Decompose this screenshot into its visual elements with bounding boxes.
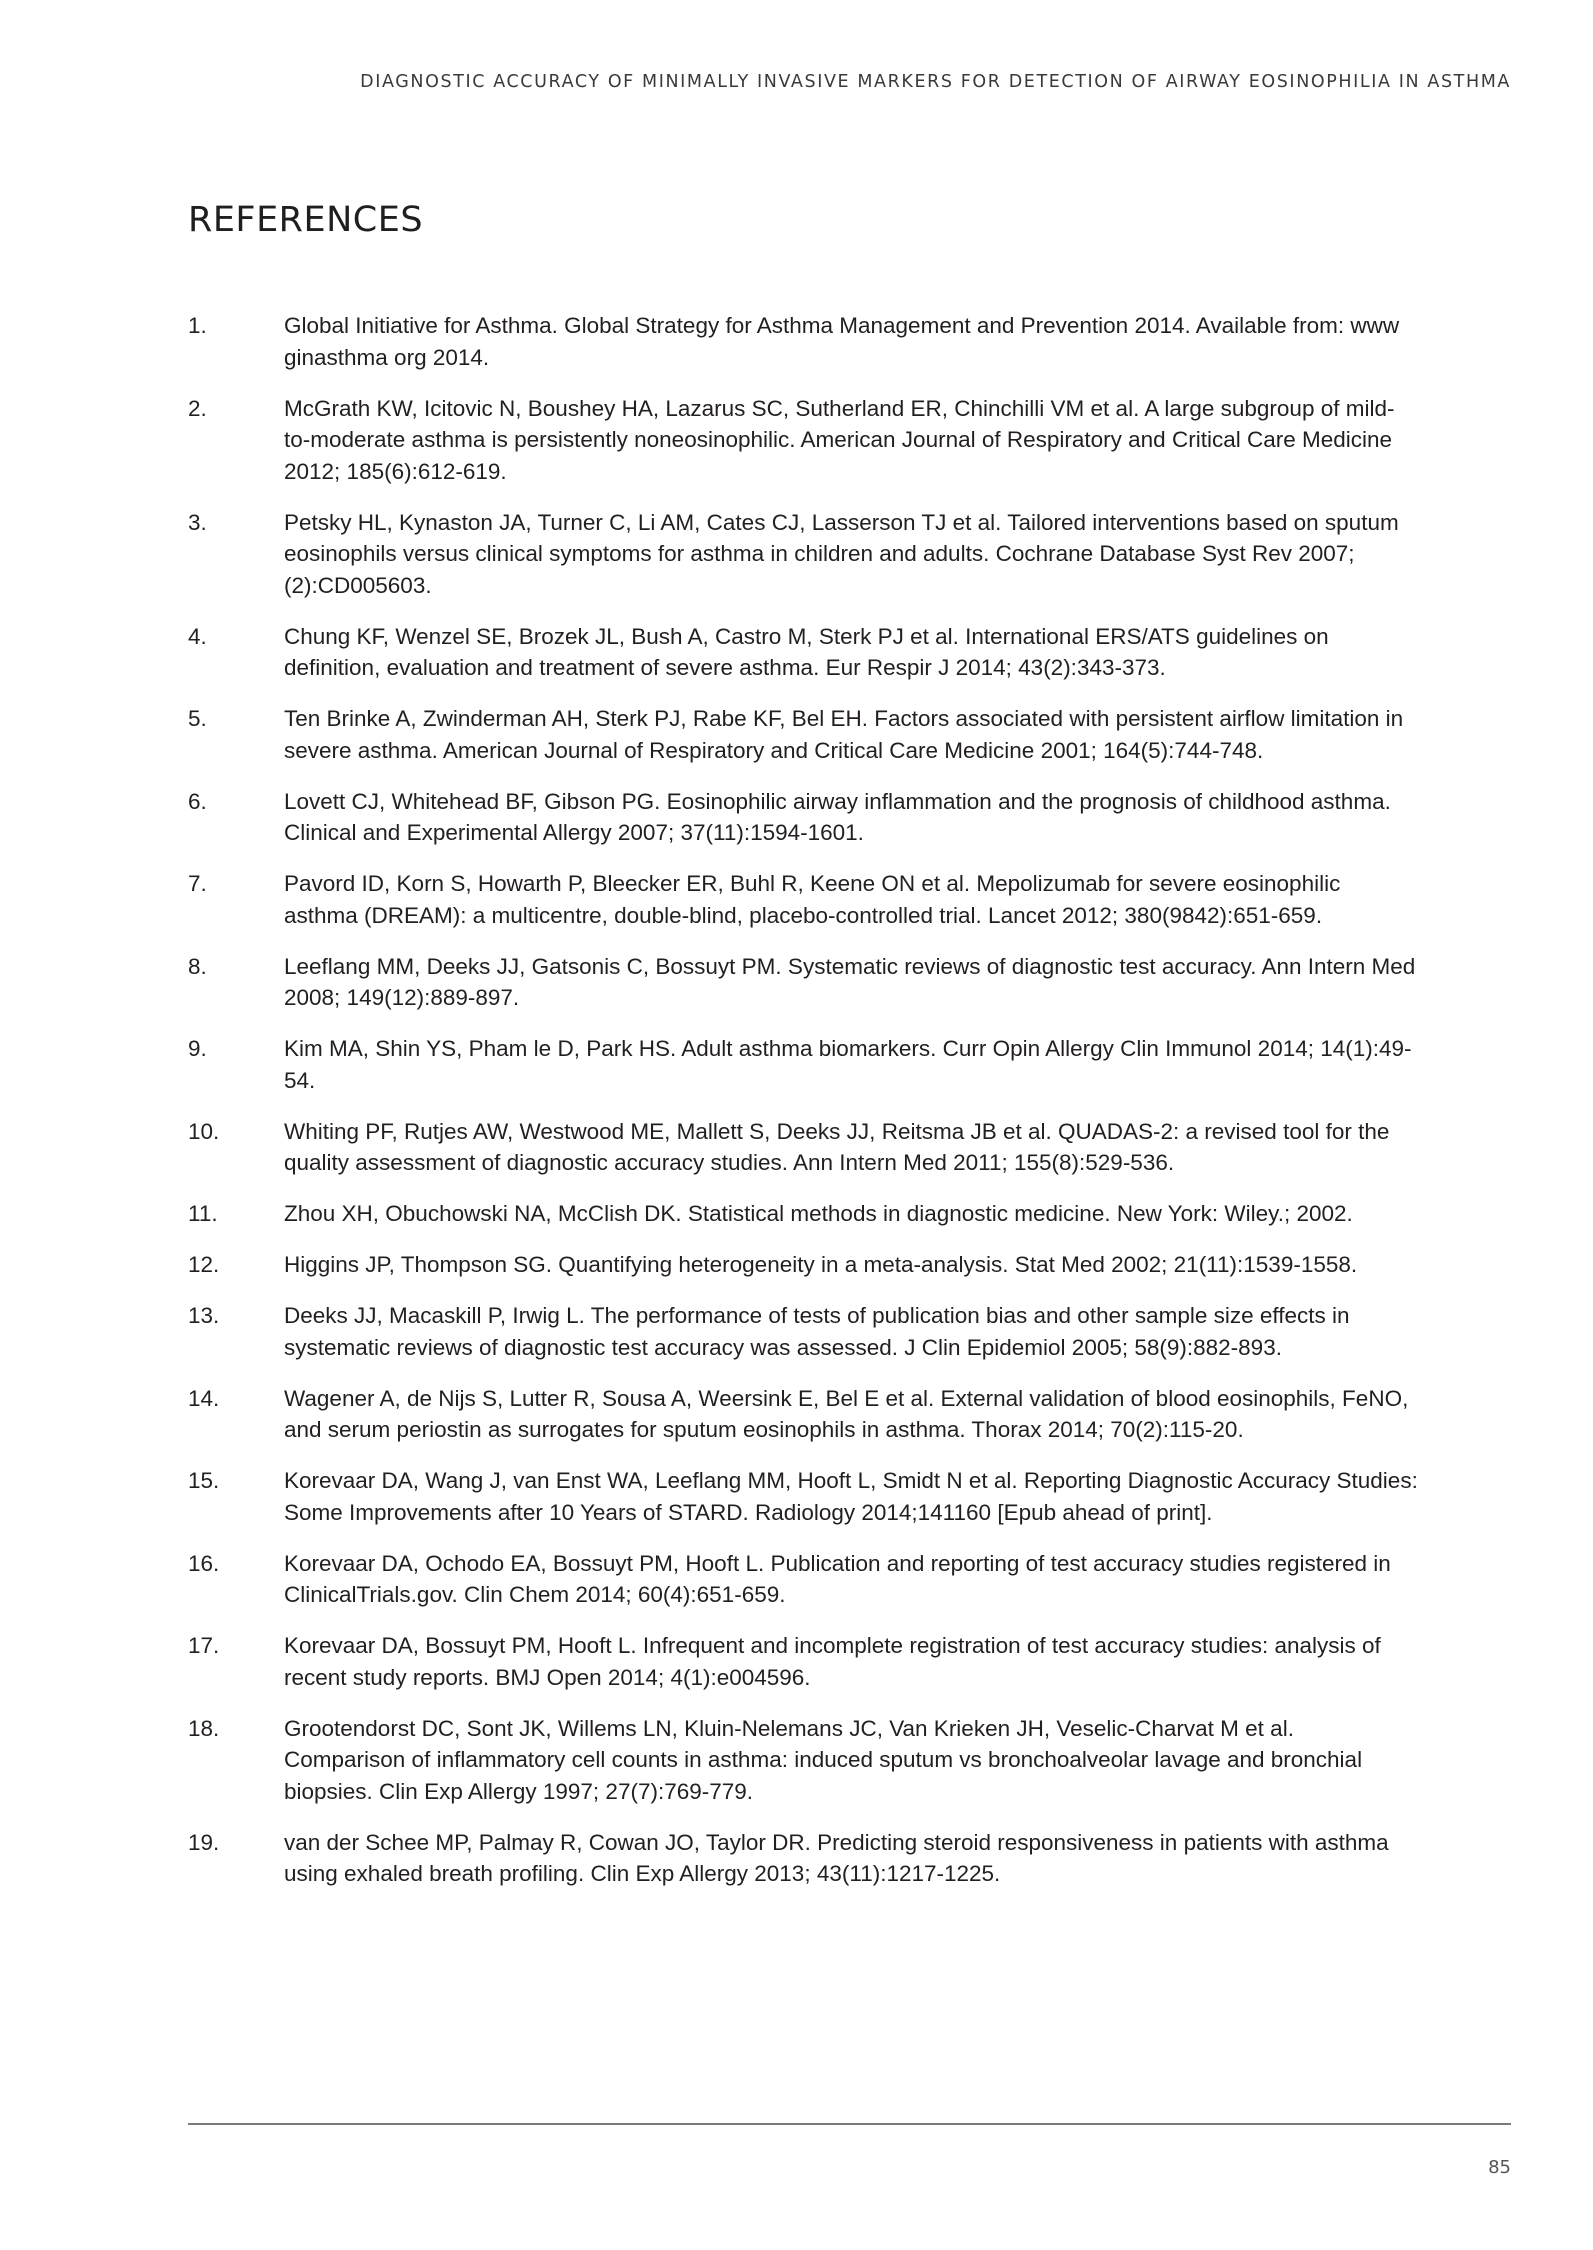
reference-number: 8.: [188, 953, 207, 979]
reference-item: [188, 310, 1418, 373]
reference-number: 5.: [188, 706, 207, 731]
reference-item: [188, 951, 1418, 1014]
reference-item: [188, 1116, 1418, 1179]
reference-number: 12.: [188, 1252, 220, 1277]
reference-text: Wagener A, de Nijs S, Lutter R, Sousa A, Weersink E, Bel E et al. External validation of blood eosinophils, FeNO, and serum periostin as surrogates for sputum eosinophils in asthma. Thorax 2014; 70(2):115-20.: [284, 1385, 1409, 1442]
reference-text: Whiting PF, Rutjes AW, Westwood ME, Mallett S, Deeks JJ, Reitsma JB et al. QUADAS-2: a revised tool for the quality assessment of diagnostic accuracy studies. Ann Intern Med 2011; 155(8):529-536.: [284, 1118, 1390, 1175]
reference-item: [188, 1249, 1418, 1281]
reference-text: Higgins JP, Thompson SG. Quantifying heterogeneity in a meta-analysis. Stat Med 2002; 21(11):1539-1558.: [284, 1252, 1358, 1277]
reference-number: 2.: [188, 395, 207, 421]
reference-number: 11.: [188, 1201, 218, 1226]
reference-number: 4.: [188, 623, 207, 649]
reference-list: [188, 310, 1418, 1909]
reference-number: 3.: [188, 509, 207, 535]
reference-text: Kim MA, Shin YS, Pham le D, Park HS. Adult asthma biomarkers. Curr Opin Allergy Clin Immunol 2014; 14(1):49-54.: [284, 1036, 1412, 1093]
reference-item: [188, 1300, 1418, 1363]
reference-text: Korevaar DA, Wang J, van Enst WA, Leeflang MM, Hooft L, Smidt N et al. Reporting Diagnostic Accuracy Studies: Some Improvements after 10 Years of STARD. Radiology 2014;141160 [Epub ahead of print].: [284, 1468, 1418, 1525]
reference-text: Korevaar DA, Ochodo EA, Bossuyt PM, Hooft L. Publication and reporting of test accuracy studies registered in ClinicalTrials.gov. Clin Chem 2014; 60(4):651-659.: [284, 1550, 1391, 1607]
reference-text: Ten Brinke A, Zwinderman AH, Sterk PJ, Rabe KF, Bel EH. Factors associated with persistent airflow limitation in severe asthma. American Journal of Respiratory and Critical Care Medicine 2001; 164(5):744-748.: [284, 706, 1404, 763]
reference-number: 18.: [188, 1715, 220, 1741]
reference-item: [188, 1827, 1418, 1890]
reference-item: [188, 786, 1418, 849]
reference-text: McGrath KW, Icitovic N, Boushey HA, Lazarus SC, Sutherland ER, Chinchilli VM et al. A large subgroup of mild-to-moderate asthma is persistently noneosinophilic. American Journal of Respiratory and Critical Care Medicine 2012; 185(6):612-619.: [284, 395, 1395, 484]
reference-item: [188, 507, 1418, 602]
reference-item: [188, 1383, 1418, 1446]
reference-number: 16.: [188, 1550, 220, 1576]
reference-text: Chung KF, Wenzel SE, Brozek JL, Bush A, Castro M, Sterk PJ et al. International ERS/ATS guidelines on definition, evaluation and treatment of severe asthma. Eur Respir J 2014; 43(2):343-373.: [284, 623, 1329, 680]
running-header: DIAGNOSTIC ACCURACY OF MINIMALLY INVASIVE MARKERS FOR DETECTION OF AIRWAY EOSINOPHILIA IN ASTHMA: [360, 72, 1511, 92]
page-number: 85: [1488, 2157, 1511, 2178]
reference-text: Deeks JJ, Macaskill P, Irwig L. The performance of tests of publication bias and other sample size effects in systematic reviews of diagnostic test accuracy was assessed. J Clin Epidemiol 2005; 58(9):882-893.: [284, 1303, 1350, 1360]
reference-number: 14.: [188, 1385, 220, 1411]
reference-text: Korevaar DA, Bossuyt PM, Hooft L. Infrequent and incomplete registration of test accuracy studies: analysis of recent study reports. BMJ Open 2014; 4(1):e004596.: [284, 1633, 1381, 1690]
reference-item: [188, 1548, 1418, 1611]
reference-number: 6.: [188, 788, 207, 814]
reference-number: 9.: [188, 1036, 207, 1061]
reference-item: [188, 868, 1418, 931]
reference-text: Zhou XH, Obuchowski NA, McClish DK. Statistical methods in diagnostic medicine. New York: Wiley.; 2002.: [284, 1201, 1353, 1226]
reference-number: 17.: [188, 1633, 220, 1658]
reference-number: 7.: [188, 871, 207, 896]
reference-number: 19.: [188, 1829, 220, 1855]
reference-text: Leeflang MM, Deeks JJ, Gatsonis C, Bossuyt PM. Systematic reviews of diagnostic test accuracy. Ann Intern Med 2008; 149(12):889-897.: [284, 953, 1416, 1010]
reference-text: Pavord ID, Korn S, Howarth P, Bleecker ER, Buhl R, Keene ON et al. Mepolizumab for severe eosinophilic asthma (DREAM): a multicentre, double-blind, placebo-controlled trial. Lancet 2012; 380(9842):651-659.: [284, 871, 1341, 928]
reference-text: Petsky HL, Kynaston JA, Turner C, Li AM, Cates CJ, Lasserson TJ et al. Tailored interventions based on sputum eosinophils versus clinical symptoms for asthma in children and adults. Cochrane Database Syst Rev 2007;(2):CD005603.: [284, 509, 1399, 598]
reference-item: [188, 1630, 1418, 1693]
reference-item: [188, 1198, 1418, 1230]
reference-item: [188, 703, 1418, 766]
reference-item: [188, 393, 1418, 488]
reference-item: [188, 1033, 1418, 1096]
reference-item: [188, 621, 1418, 684]
reference-text: Global Initiative for Asthma. Global Strategy for Asthma Management and Prevention 2014. Available from: www ginasthma org 2014.: [284, 313, 1400, 370]
reference-number: 13.: [188, 1303, 220, 1328]
section-title: REFERENCES: [188, 200, 424, 240]
reference-number: 15.: [188, 1468, 220, 1493]
reference-number: 10.: [188, 1118, 220, 1144]
reference-text: van der Schee MP, Palmay R, Cowan JO, Taylor DR. Predicting steroid responsiveness in patients with asthma using exhaled breath profiling. Clin Exp Allergy 2013; 43(11):1217-1225.: [284, 1829, 1389, 1886]
reference-text: Lovett CJ, Whitehead BF, Gibson PG. Eosinophilic airway inflammation and the prognosis of childhood asthma. Clinical and Experimental Allergy 2007; 37(11):1594-1601.: [284, 788, 1391, 845]
reference-item: [188, 1465, 1418, 1528]
reference-text: Grootendorst DC, Sont JK, Willems LN, Kluin-Nelemans JC, Van Krieken JH, Veselic-Charvat M et al. Comparison of inflammatory cell counts in asthma: induced sputum vs bronchoalveolar lavage and bronchial biopsies. Clin Exp Allergy 1997; 27(7):769-779.: [284, 1715, 1363, 1804]
footer-divider: [188, 2123, 1511, 2125]
reference-item: [188, 1713, 1418, 1808]
reference-number: 1.: [188, 313, 207, 338]
